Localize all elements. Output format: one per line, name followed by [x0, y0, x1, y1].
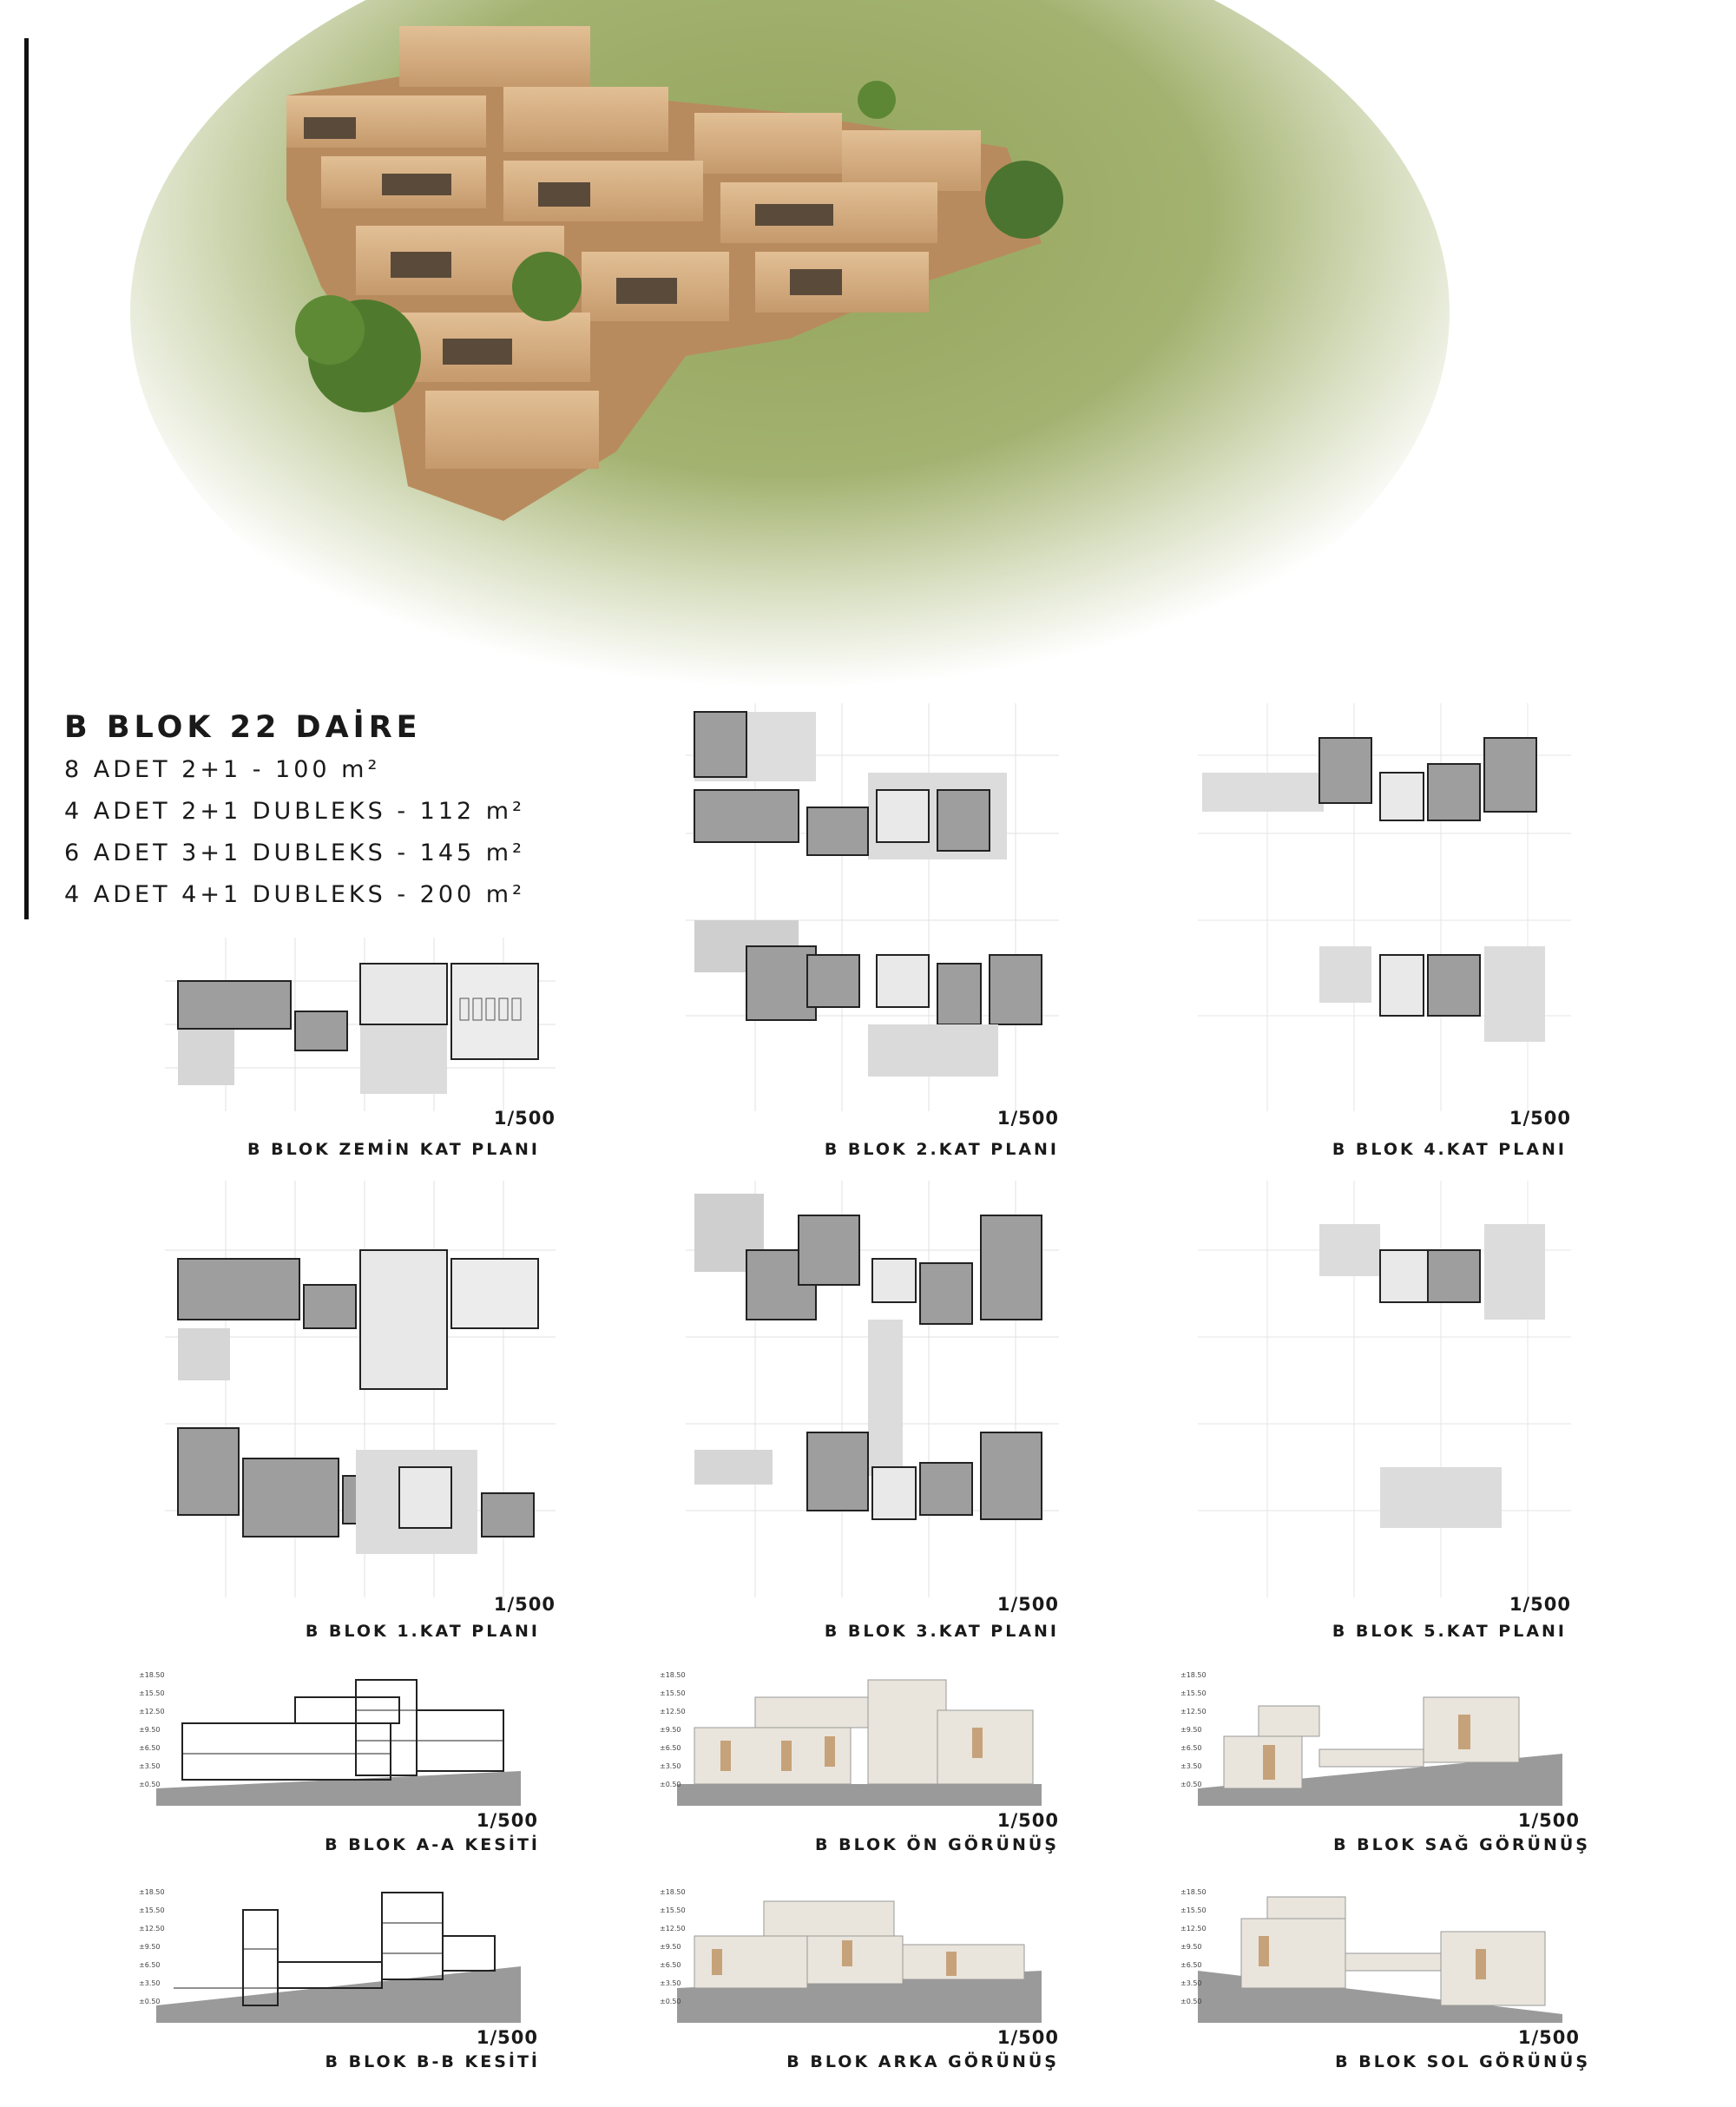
plan-drawing [686, 703, 1059, 1111]
section-a-a [139, 1667, 538, 1831]
elevation-drawing [660, 1667, 1059, 1814]
level-label: ±18.50 [1180, 1888, 1207, 1896]
level-label: ±0.50 [1180, 1781, 1202, 1788]
level-label: ±9.50 [139, 1943, 161, 1951]
plan-scale: 1/500 [1509, 1108, 1571, 1129]
elevation-caption: B BLOK ÖN GÖRÜNÜŞ [815, 1835, 1059, 1854]
level-label: ±0.50 [1180, 1998, 1202, 2005]
elevation-drawing [660, 1884, 1059, 2031]
elevation-drawing [1180, 1667, 1580, 1814]
elevation-caption: B BLOK ARKA GÖRÜNÜŞ [786, 2052, 1059, 2071]
section-scale: 1/500 [476, 1810, 538, 1831]
elevation-right [1180, 1667, 1580, 1831]
level-label: ±12.50 [139, 1708, 165, 1715]
level-label: ±6.50 [660, 1744, 681, 1752]
level-label: ±0.50 [660, 1781, 681, 1788]
level-label: ±0.50 [139, 1998, 161, 2005]
level-label: ±3.50 [1180, 1979, 1202, 1987]
aerial-render-image [130, 0, 1502, 747]
block-info [64, 710, 672, 922]
level-label: ±9.50 [1180, 1726, 1202, 1734]
unit-type-line: 6 ADET 3+1 DUBLEKS - 145 m² [64, 840, 525, 866]
section-scale: 1/500 [476, 2027, 538, 2048]
level-label: ±15.50 [1180, 1906, 1207, 1914]
level-label: ±12.50 [660, 1925, 686, 1933]
level-label: ±6.50 [1180, 1744, 1202, 1752]
block-title: B BLOK 22 DAİRE [64, 710, 422, 745]
level-label: ±3.50 [660, 1762, 681, 1770]
plan-scale: 1/500 [493, 1594, 556, 1615]
level-label: ±18.50 [139, 1671, 165, 1679]
elevation-back [660, 1884, 1059, 2048]
elevation-caption: B BLOK SAĞ GÖRÜNÜŞ [1333, 1835, 1590, 1854]
elevation-scale: 1/500 [1517, 1810, 1580, 1831]
section-drawing [139, 1884, 538, 2031]
elevation-scale: 1/500 [996, 1810, 1059, 1831]
level-label: ±6.50 [660, 1961, 681, 1969]
plan-drawing [165, 1181, 556, 1597]
elevation-scale: 1/500 [996, 2027, 1059, 2048]
level-label: ±18.50 [1180, 1671, 1207, 1679]
level-label: ±9.50 [1180, 1943, 1202, 1951]
floor-plan-2 [686, 703, 1059, 1129]
level-label: ±3.50 [660, 1979, 681, 1987]
unit-type-line: 4 ADET 4+1 DUBLEKS - 200 m² [64, 881, 525, 908]
section-b-b [139, 1884, 538, 2048]
level-label: ±0.50 [660, 1998, 681, 2005]
level-label: ±9.50 [660, 1726, 681, 1734]
floor-plan-4 [1198, 703, 1571, 1129]
elevation-front [660, 1667, 1059, 1831]
level-label: ±18.50 [660, 1671, 686, 1679]
elevation-left [1180, 1884, 1580, 2048]
unit-type-line: 4 ADET 2+1 DUBLEKS - 112 m² [64, 798, 525, 825]
elevation-drawing [1180, 1884, 1580, 2031]
plan-caption: B BLOK 1.KAT PLANI [305, 1622, 540, 1641]
floor-plan-5 [1198, 1181, 1571, 1615]
level-label: ±12.50 [139, 1925, 165, 1933]
elevation-caption: B BLOK SOL GÖRÜNÜŞ [1335, 2052, 1590, 2071]
elevation-scale: 1/500 [1517, 2027, 1580, 2048]
unit-type-line: 8 ADET 2+1 - 100 m² [64, 756, 381, 783]
plan-scale: 1/500 [996, 1594, 1059, 1615]
level-label: ±12.50 [660, 1708, 686, 1715]
plan-scale: 1/500 [996, 1108, 1059, 1129]
level-label: ±6.50 [139, 1961, 161, 1969]
plan-caption: B BLOK 4.KAT PLANI [1332, 1140, 1567, 1159]
plan-drawing [686, 1181, 1059, 1597]
level-label: ±12.50 [1180, 1708, 1207, 1715]
level-label: ±3.50 [1180, 1762, 1202, 1770]
level-label: ±15.50 [139, 1906, 165, 1914]
level-label: ±15.50 [660, 1689, 686, 1697]
level-label: ±3.50 [139, 1762, 161, 1770]
plan-caption: B BLOK ZEMİN KAT PLANI [247, 1140, 540, 1159]
floor-plan-ground [165, 938, 556, 1129]
level-label: ±15.50 [1180, 1689, 1207, 1697]
section-caption: B BLOK A-A KESİTİ [325, 1835, 540, 1854]
level-label: ±3.50 [139, 1979, 161, 1987]
plan-caption: B BLOK 2.KAT PLANI [824, 1140, 1059, 1159]
level-label: ±6.50 [139, 1744, 161, 1752]
level-label: ±18.50 [139, 1888, 165, 1896]
level-label: ±9.50 [139, 1726, 161, 1734]
section-drawing [139, 1667, 538, 1814]
plan-drawing [1198, 1181, 1571, 1597]
plan-caption: B BLOK 3.KAT PLANI [824, 1622, 1059, 1641]
level-label: ±15.50 [139, 1689, 165, 1697]
level-label: ±9.50 [660, 1943, 681, 1951]
floor-plan-3 [686, 1181, 1059, 1615]
level-label: ±12.50 [1180, 1925, 1207, 1933]
plan-drawing [1198, 703, 1571, 1111]
level-label: ±0.50 [139, 1781, 161, 1788]
level-label: ±15.50 [660, 1906, 686, 1914]
level-label: ±18.50 [660, 1888, 686, 1896]
plan-scale: 1/500 [493, 1108, 556, 1129]
section-caption: B BLOK B-B KESİTİ [325, 2052, 540, 2071]
plan-caption: B BLOK 5.KAT PLANI [1332, 1622, 1567, 1641]
plan-scale: 1/500 [1509, 1594, 1571, 1615]
level-label: ±6.50 [1180, 1961, 1202, 1969]
vertical-accent-bar [24, 38, 29, 919]
floor-plan-1 [165, 1181, 556, 1615]
plan-drawing [165, 938, 556, 1111]
